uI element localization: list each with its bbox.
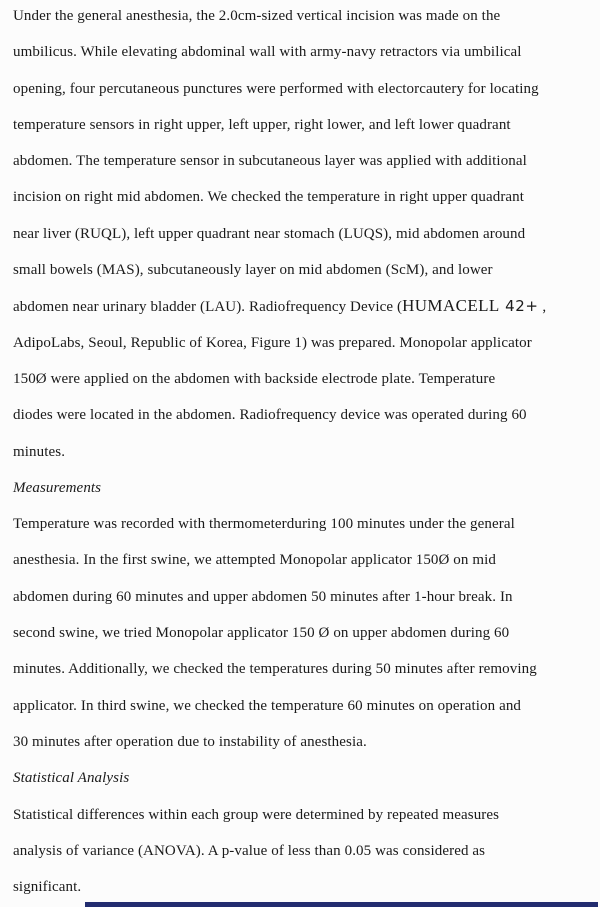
text-run: small bowels (MAS), subcutaneously layer on mid abdomen (ScM), and lower <box>13 262 493 279</box>
text-run: 150Ø were applied on the abdomen with backside electrode plate. Temperature <box>13 370 496 387</box>
text-run: abdomen near urinary bladder (LAU). Radiofrequency Device ( <box>13 299 403 316</box>
text-run: significant. <box>13 879 82 896</box>
text-line-16 <box>0 549 600 585</box>
text-line-19 <box>0 658 600 694</box>
text-line-1 <box>0 5 600 41</box>
text-line-4 <box>0 114 600 150</box>
bottom-artifact-bar <box>85 902 598 907</box>
text-run: analysis of variance (ANOVA). A p-value of less than 0.05 was considered as <box>13 842 486 859</box>
device-name-run: 42+ <box>499 297 539 316</box>
text-line-23 <box>0 804 600 840</box>
text-line-7 <box>0 223 600 259</box>
device-name-run: HUMACELL <box>402 296 500 316</box>
text-run: Under the general anesthesia, the 2.0cm-sized vertical incision was made on the <box>13 8 501 24</box>
text-line-24 <box>0 840 600 876</box>
text-run: abdomen. The temperature sensor in subcutaneous layer was applied with additional <box>13 153 527 170</box>
text-line-22 <box>0 767 600 803</box>
text-line-9 <box>0 295 600 331</box>
text-line-18 <box>0 622 600 658</box>
text-run: minutes. Additionally, we checked the temperatures during 50 minutes after removing <box>13 661 537 678</box>
text-run: abdomen during 60 minutes and upper abdomen 50 minutes after 1-hour break. In <box>13 588 513 605</box>
text-run: , <box>538 299 547 316</box>
text-run: umbilicus. While elevating abdominal wall with army-navy retractors via umbilical <box>13 44 522 61</box>
text-run: Measurements <box>13 479 102 496</box>
text-line-5 <box>0 150 600 186</box>
text-run: temperature sensors in right upper, left upper, right lower, and left lower quadrant <box>13 116 511 133</box>
text-line-13 <box>0 441 600 477</box>
text-run: 30 minutes after operation due to instability of anesthesia. <box>13 733 367 750</box>
text-run: second swine, we tried Monopolar applicator 150 Ø on upper abdomen during 60 <box>13 625 510 642</box>
text-run: AdipoLabs, Seoul, Republic of Korea, Figure 1) was prepared. Monopolar applicator <box>13 334 532 351</box>
text-run: applicator. In third swine, we checked the temperature 60 minutes on operation and <box>13 697 522 714</box>
text-run: diodes were located in the abdomen. Radiofrequency device was operated during 60 <box>13 407 527 424</box>
text-line-12 <box>0 404 600 440</box>
text-line-21 <box>0 731 600 767</box>
text-run: near liver (RUQL), left upper quadrant near stomach (LUQS), mid abdomen around <box>13 225 526 242</box>
text-line-10 <box>0 332 600 368</box>
text-line-15 <box>0 513 600 549</box>
text-line-11 <box>0 368 600 404</box>
text-line-17 <box>0 586 600 622</box>
text-line-3 <box>0 78 600 114</box>
text-run: minutes. <box>13 443 66 460</box>
text-run: Temperature was recorded with thermometerduring 100 minutes under the general <box>13 516 515 533</box>
text-run: opening, four percutaneous punctures were performed with electorcautery for locating <box>13 80 539 97</box>
text-run: anesthesia. In the first swine, we attempted Monopolar applicator 150Ø on mid <box>13 552 496 569</box>
text-run: Statistical Analysis <box>13 770 130 787</box>
text-line-8 <box>0 259 600 295</box>
text-line-2 <box>0 41 600 77</box>
text-line-6 <box>0 186 600 222</box>
text-line-20 <box>0 695 600 731</box>
text-run: incision on right mid abdomen. We checked the temperature in right upper quadrant <box>13 189 525 206</box>
text-run: Statistical differences within each group were determined by repeated measures <box>13 806 500 823</box>
text-line-14 <box>0 477 600 513</box>
